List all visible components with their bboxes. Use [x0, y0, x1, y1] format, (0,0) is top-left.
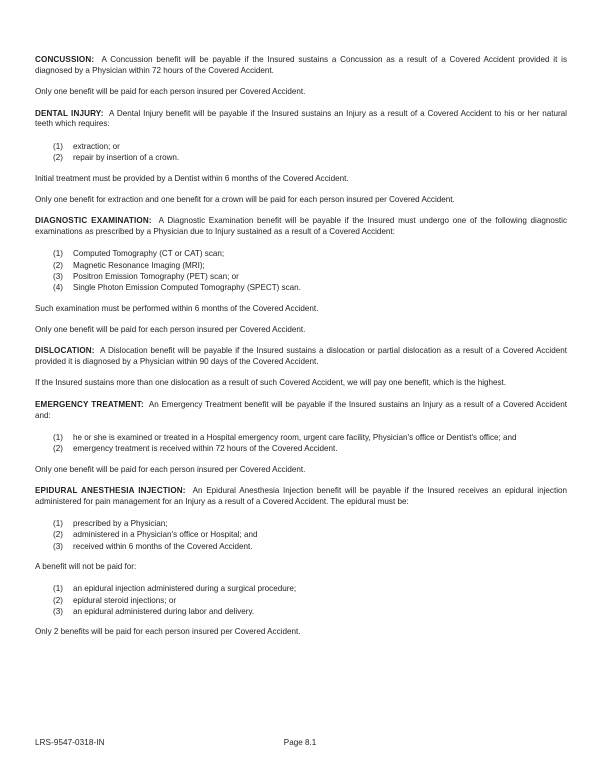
section-body-diagnostic-limit: Only one benefit will be paid for each person insured per Covered Accident. [35, 324, 306, 334]
list-item [35, 141, 567, 152]
list-item [35, 152, 567, 163]
list-item-text: administered in a Physician's office or Hospital; and [73, 530, 258, 540]
section-body-epidural-exclusion-intro: A benefit will not be paid for: [35, 562, 137, 572]
section-dislocation [35, 346, 567, 368]
section-diagnostic-timing [35, 304, 567, 315]
list-item [35, 606, 567, 617]
section-emergency-treatment [35, 400, 567, 422]
list-item-text: an epidural injection administered during a surgical procedure; [73, 584, 297, 594]
list-item [35, 282, 567, 293]
section-body-dental-treatment: Initial treatment must be provided by a Dentist within 6 months of the Covered Accident. [35, 173, 349, 183]
section-heading-dental-injury: DENTAL INJURY: [35, 108, 104, 118]
section-concussion-limit [35, 87, 567, 98]
list-item [35, 583, 567, 594]
list-marker: (3) [53, 606, 63, 616]
list-epidural-requirements [35, 518, 567, 552]
section-emergency-limit [35, 465, 567, 476]
list-emergency-conditions [35, 432, 567, 454]
section-body-dislocation: A Dislocation benefit will be payable if the Insured sustains a dislocation or partial dislocation as a result of a Covered Accident provided it is diagnosed by a Physician within 90 days of the Covered Accident. [35, 346, 567, 366]
section-epidural-anesthesia [35, 486, 567, 508]
list-item-text: epidural steroid injections; or [73, 595, 177, 605]
list-item [35, 518, 567, 529]
list-item-text: Positron Emission Tomography (PET) scan; or [73, 271, 239, 281]
list-item-text: prescribed by a Physician; [73, 519, 168, 529]
list-marker: (2) [53, 260, 63, 270]
section-body-dental-injury: A Dental Injury benefit will be payable if the Insured sustains an Injury as a result of a Covered Accident to his or her natural teeth which requires: [35, 108, 567, 129]
section-body-concussion: A Concussion benefit will be payable if the Insured sustains a Concussion as a result of a Covered Accident provided it is diagnosed by a Physician within 72 hours of the Covered Accident. [35, 55, 567, 75]
list-marker: (2) [53, 152, 63, 162]
list-marker: (1) [53, 432, 63, 442]
list-item [35, 432, 567, 443]
section-diagnostic-limit [35, 325, 567, 336]
section-body-concussion-limit: Only one benefit will be paid for each person insured per Covered Accident. [35, 87, 306, 97]
list-epidural-exclusions [35, 583, 567, 617]
section-body-emergency-treatment: An Emergency Treatment benefit will be payable if the Insured sustains an Injury as a result of a Covered Accident and: [35, 399, 567, 420]
section-body-epidural-limit: Only 2 benefits will be paid for each person insured per Covered Accident. [35, 627, 301, 637]
list-item-text: Magnetic Resonance Imaging (MRI); [73, 260, 205, 270]
footer-page-number: Page 8.1 [283, 738, 317, 747]
list-item-text: an epidural administered during labor and delivery. [73, 606, 255, 616]
section-epidural-exclusion-intro [35, 562, 567, 573]
section-body-diagnostic-examination: A Diagnostic Examination benefit will be payable if the Insured must undergo one of the following diagnostic examinations as prescribed by a Physician due to Injury sustained as a result of a Covered Accident: [35, 216, 567, 236]
list-marker: (2) [53, 530, 63, 540]
section-heading-concussion: CONCUSSION: [35, 55, 95, 64]
list-item [35, 541, 567, 552]
section-dental-limit [35, 195, 567, 206]
list-item-text: he or she is examined or treated in a Hospital emergency room, urgent care facility, Physician's office or Dentist's office; and [73, 432, 517, 442]
footer-form-number: LRS-9547-0318-IN [35, 738, 105, 747]
page-footer [0, 738, 600, 752]
section-heading-epidural-anesthesia: EPIDURAL ANESTHESIA INJECTION: [35, 485, 186, 495]
section-dental-treatment [35, 174, 567, 185]
list-item-text: extraction; or [73, 141, 120, 151]
list-marker: (3) [53, 271, 63, 281]
section-body-epidural-anesthesia: An Epidural Anesthesia Injection benefit will be payable if the Insured receives an epidural injection administered for pain management for an Injury as a result of a Covered Accident. The epidural must be: [35, 485, 567, 506]
list-item [35, 529, 567, 540]
section-diagnostic-examination [35, 216, 567, 238]
list-marker: (1) [53, 584, 63, 594]
list-marker: (2) [53, 444, 63, 453]
section-body-emergency-limit: Only one benefit will be paid for each person insured per Covered Accident. [35, 464, 306, 474]
section-dental-injury [35, 109, 567, 131]
section-heading-dislocation: DISLOCATION: [35, 346, 95, 356]
section-epidural-limit [35, 627, 567, 638]
list-marker: (1) [53, 141, 63, 151]
list-item-text: repair by insertion of a crown. [73, 152, 180, 162]
list-item [35, 271, 567, 282]
list-marker: (1) [53, 519, 63, 529]
list-diagnostic-examinations [35, 248, 567, 293]
list-item [35, 260, 567, 271]
section-concussion [35, 55, 567, 77]
section-body-dental-limit: Only one benefit for extraction and one benefit for a crown will be paid for each person insured per Covered Accident. [35, 194, 455, 204]
list-marker: (3) [53, 541, 63, 551]
list-item-text: emergency treatment is received within 72 hours of the Covered Accident. [73, 444, 338, 453]
section-body-diagnostic-timing: Such examination must be performed within 6 months of the Covered Accident. [35, 303, 319, 313]
list-item [35, 443, 567, 454]
list-item [35, 595, 567, 606]
section-heading-emergency-treatment: EMERGENCY TREATMENT: [35, 399, 144, 409]
list-item-text: Computed Tomography (CT or CAT) scan; [73, 249, 225, 259]
list-marker: (4) [53, 282, 63, 292]
list-marker: (2) [53, 595, 63, 605]
list-item-text: Single Photon Emission Computed Tomography (SPECT) scan. [73, 282, 301, 292]
list-marker: (1) [53, 249, 63, 259]
section-dislocation-multiple [35, 378, 567, 389]
list-item [35, 248, 567, 259]
list-dental-requirements [35, 141, 567, 163]
section-heading-diagnostic-examination: DIAGNOSTIC EXAMINATION: [35, 216, 152, 226]
section-body-dislocation-multiple: If the Insured sustains more than one dislocation as a result of such Covered Accident, we will pay one benefit, which is the highest. [35, 378, 507, 388]
list-item-text: received within 6 months of the Covered Accident. [73, 541, 253, 551]
